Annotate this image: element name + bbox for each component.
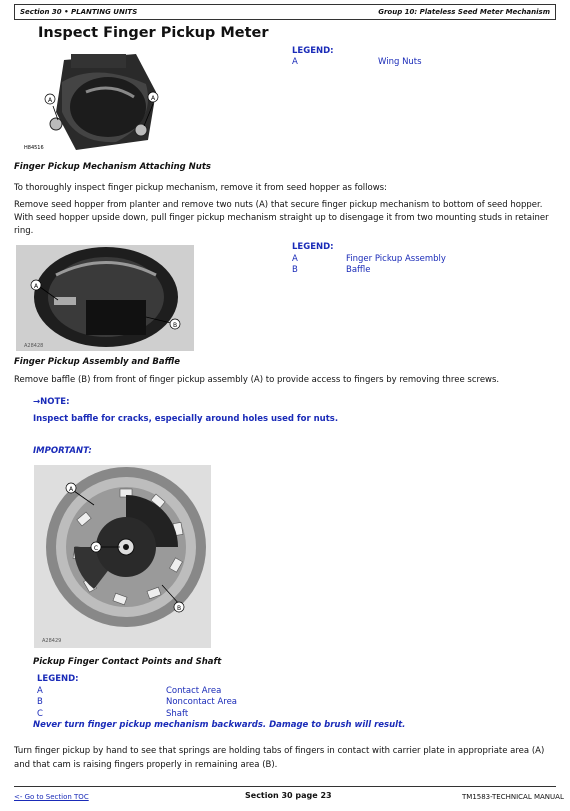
go-to-section-toc-link[interactable]: <- Go to Section TOC [14, 793, 89, 801]
page-title: Inspect Finger Pickup Meter [38, 25, 269, 41]
figure-caption: Finger Pickup Assembly and Baffle [14, 357, 181, 367]
callout-a: A [150, 95, 156, 102]
paragraph: Remove seed hopper from planter and remove two nuts (A) that secure finger pickup mechanism to bottom of seed hopper. [14, 200, 543, 210]
legend-text: Shaft [166, 709, 189, 719]
legend-text: Baffle [346, 265, 371, 275]
group-label: Group 10: Plateless Seed Meter Mechanism [378, 8, 550, 16]
paragraph: Turn finger pickup by hand to see that springs are holding tabs of fingers in contact with carrier plate in appropriate area (A) [14, 746, 545, 756]
legend-title: LEGEND: [292, 46, 334, 56]
figure-wing-nuts-image [16, 52, 170, 152]
image-id: A28429 [42, 638, 62, 644]
warning-text: Never turn finger pickup mechanism backwards. Damage to brush will result. [33, 720, 406, 730]
figure-caption: Pickup Finger Contact Points and Shaft [33, 657, 222, 667]
page-header [14, 4, 556, 20]
footer-rule [14, 786, 556, 787]
legend-text: Contact Area [166, 686, 222, 696]
legend-text: Wing Nuts [378, 57, 422, 67]
paragraph: To thoroughly inspect finger pickup mechanism, remove it from seed hopper as follows: [14, 183, 387, 193]
callout-c: C [93, 545, 99, 552]
legend-key: C [37, 709, 43, 719]
paragraph: With seed hopper upside down, pull finger pickup mechanism straight up to disengage it from two mounting studs in retainer [14, 213, 549, 223]
legend-key: B [292, 265, 298, 275]
section-label: Section 30 • PLANTING UNITS [20, 8, 138, 16]
callout-b: B [176, 605, 182, 612]
paragraph: and that cam is raising fingers properly in remaining area (B). [14, 760, 278, 770]
legend-text: Noncontact Area [166, 697, 238, 707]
legend-key: A [292, 57, 298, 67]
callout-a: A [33, 283, 39, 290]
manual-name: TM1583-TECHNICAL MANUAL [462, 793, 564, 801]
paragraph: ring. [14, 226, 34, 236]
figure-contact-points-image [34, 465, 211, 648]
figure-finger-pickup-image [16, 245, 194, 351]
important-label: IMPORTANT: [33, 446, 92, 456]
callout-a: A [47, 97, 53, 104]
callout-a: A [68, 486, 74, 493]
paragraph: Remove baffle (B) from front of finger pickup assembly (A) to provide access to fingers by removing three screws. [14, 375, 500, 385]
legend-key: A [37, 686, 43, 696]
legend-title: LEGEND: [292, 242, 334, 252]
figure-caption: Finger Pickup Mechanism Attaching Nuts [14, 162, 211, 172]
legend-key: A [292, 254, 298, 264]
legend-text: Finger Pickup Assembly [346, 254, 446, 264]
note-text: Inspect baffle for cracks, especially around holes used for nuts. [33, 414, 339, 424]
page-number: Section 30 page 23 [245, 791, 332, 800]
legend-title: LEGEND: [37, 674, 79, 684]
note-label: →NOTE: [33, 397, 70, 407]
image-id: A28428 [24, 343, 44, 349]
image-id: H84516 [24, 145, 44, 151]
callout-b: B [172, 322, 178, 329]
legend-key: B [37, 697, 43, 707]
